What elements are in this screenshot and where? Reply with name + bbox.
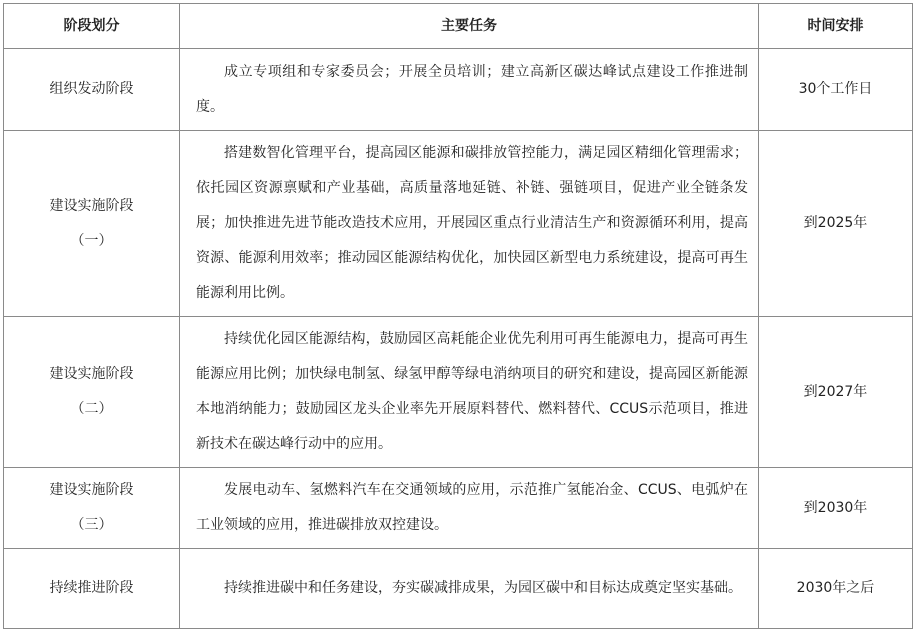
stage-cell (4, 49, 180, 131)
table-row (4, 317, 913, 468)
stage-plan-table (3, 3, 913, 629)
time-cell: 到2027年 (759, 317, 913, 468)
task-cell (180, 131, 759, 317)
stage-subtitle: （二） (70, 401, 113, 417)
stage-name: 建设实施阶段 (49, 366, 134, 382)
task-text: 成立专项组和专家委员会；开展全员培训；建立高新区碳达峰试点建设工作推进制度。 (196, 63, 748, 115)
task-text: 持续推进碳中和任务建设，夯实碳减排成果，为园区碳中和目标达成奠定坚实基础。 (224, 580, 742, 596)
task-cell (180, 468, 759, 549)
table-row (4, 49, 913, 131)
header-task: 主要任务 (180, 4, 759, 49)
stage-subtitle: （一） (70, 232, 113, 249)
stage-cell (4, 317, 180, 468)
task-text: 发展电动车、氢燃料汽车在交通领域的应用，示范推广氢能冶金、CCUS、电弧炉在工业领域的应用，推进碳排放双控建设。 (196, 482, 748, 533)
task-cell (180, 317, 759, 468)
table-row (4, 549, 913, 629)
stage-cell (4, 549, 180, 629)
task-text: 搭建数智化管理平台，提高园区能源和碳排放管控能力，满足园区精细化管理需求；依托园区资源禀赋和产业基础，高质量落地延链、补链、强链项目，促进产业全链条发展；加快推进先进节能改造技术应用，开展园区重点行业清洁生产和资源循环利用，提高资源、能源利用效率；推动园区能源结构优化，加快园区新型电力系统建设，提高可再生能源利用比例。 (196, 145, 748, 301)
header-time: 时间安排 (759, 4, 913, 49)
task-cell (180, 549, 759, 629)
table-row (4, 131, 913, 317)
table-row (4, 468, 913, 549)
stage-name: 建设实施阶段 (49, 197, 134, 214)
task-text: 持续优化园区能源结构，鼓励园区高耗能企业优先利用可再生能源电力，提高可再生能源应用比例；加快绿电制氢、绿氢甲醇等绿电消纳项目的研究和建设，提高园区新能源本地消纳能力；鼓励园区龙头企业率先开展原料替代、燃料替代、CCUS示范项目，推进新技术在碳达峰行动中的应用。 (196, 331, 748, 452)
stage-subtitle: （三） (70, 517, 113, 533)
stage-name: 组织发动阶段 (49, 81, 134, 97)
time-cell: 到2030年 (759, 468, 913, 549)
stage-cell (4, 468, 180, 549)
time-cell: 到2025年 (759, 131, 913, 317)
header-stage: 阶段划分 (4, 4, 180, 49)
stage-name: 持续推进阶段 (49, 580, 134, 596)
stage-name: 建设实施阶段 (49, 482, 134, 498)
time-cell: 2030年之后 (759, 549, 913, 629)
table-header-row (4, 4, 913, 49)
time-cell: 30个工作日 (759, 49, 913, 131)
task-cell (180, 49, 759, 131)
stage-cell (4, 131, 180, 317)
